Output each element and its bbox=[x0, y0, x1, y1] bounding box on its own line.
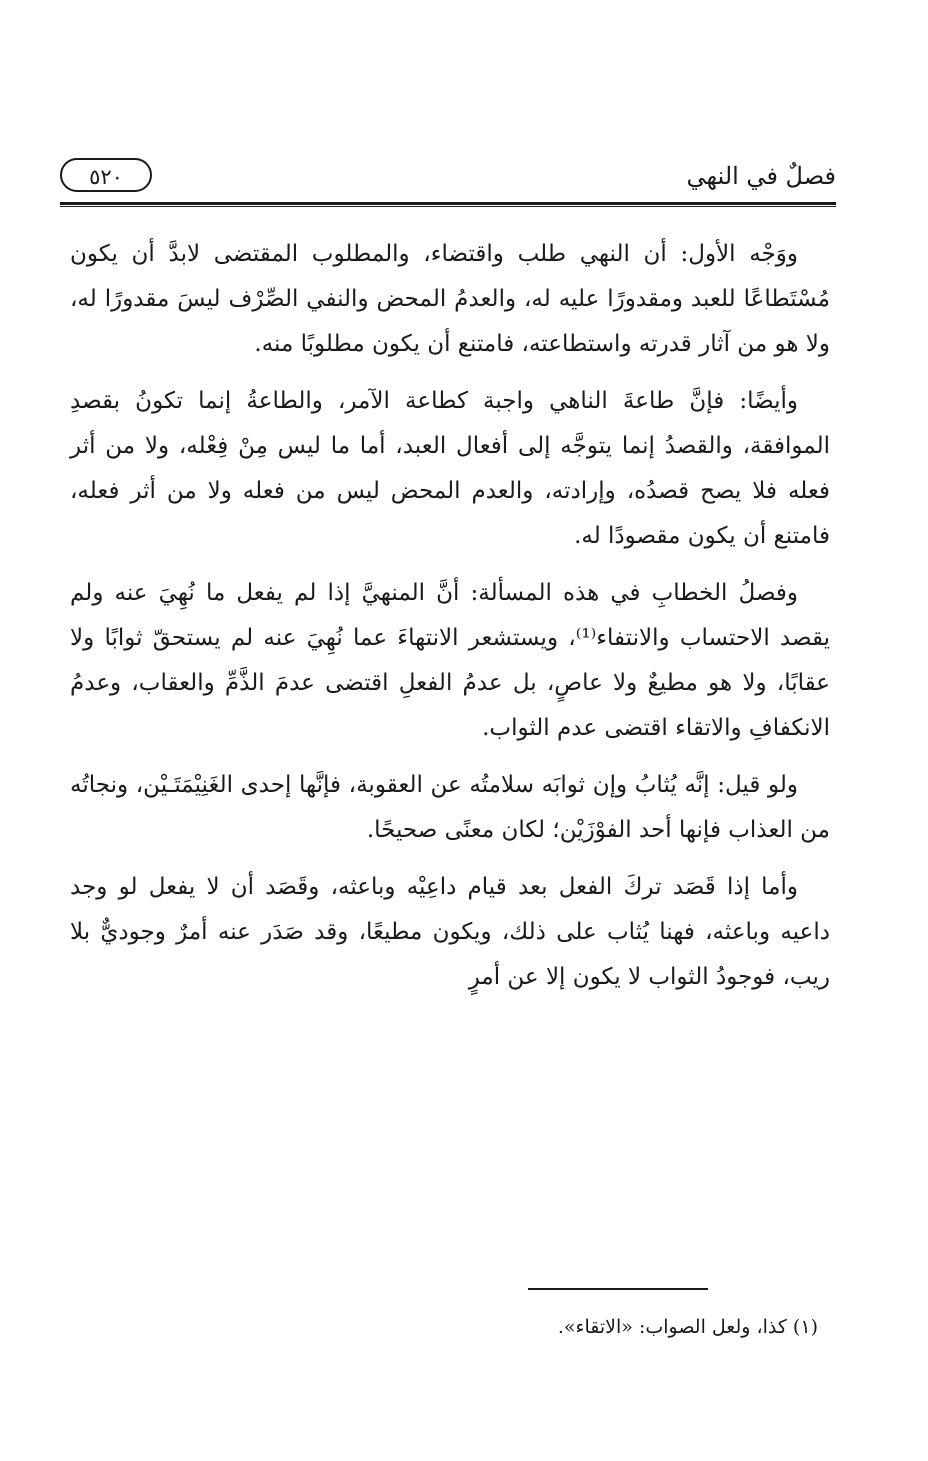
header-divider bbox=[60, 202, 836, 207]
page-number-badge: ٥٢٠ bbox=[60, 158, 152, 192]
footnote: (١) كذا، ولعل الصواب: «الاتقاء». bbox=[557, 1316, 818, 1338]
paragraph: وأما إذا قَصَد تركَ الفعل بعد قيام داعِيْه وباعثه، وقَصَد أن لا يفعل لو وجد داعيه وباعثه، فهنا يُثاب على ذلك، ويكون مطيعًا، وقد صَدَر عنه أمرٌ وجوديٌّ بلا ريب، فوجودُ الثواب لا يكون إلا عن أمرٍ bbox=[70, 874, 830, 990]
paragraph: وفصلُ الخطابِ في هذه المسألة: أنَّ المنهيَّ إذا لم يفعل ما نُهِيَ عنه ولم يقصد الاحتساب والانتفاء⁽¹⁾، ويستشعر الانتهاءَ عما نُهِيَ عنه لم يستحقّ ثوابًا ولا عقابًا، ولا هو مطيعٌ ولا عاصٍ، بل عدمُ الفعلِ اقتضى عدمَ الذَّمِّ والعقاب، وعدمُ الانكفافِ والاتقاء اقتضى عدم الثواب. bbox=[70, 580, 830, 741]
footnote-divider bbox=[528, 1288, 708, 1290]
paragraph: وأيضًا: فإنَّ طاعةَ الناهي واجبة كطاعة الآمر، والطاعةُ إنما تكونُ بقصدِ الموافقة، والقصدُ إنما يتوجَّه إلى أفعال العبد، أما ما ليس مِنْ فِعْله، ولا من أثر فعله فلا يصح قصدُه، وإرادته، والعدم المحض ليس من فعله ولا من أثر فعله، فامتنع أن يكون مقصودًا له. bbox=[70, 388, 830, 549]
paragraph: ووَجْه الأول: أن النهي طلب واقتضاء، والمطلوب المقتضى لابدَّ أن يكون مُسْتَطاعًا للعبد ومقدورًا عليه له، والعدمُ المحض والنفي الصِّرْف ليسَ مقدورًا له، ولا هو من آثار قدرته واستطاعته، فامتنع أن يكون مطلوبًا منه. bbox=[70, 241, 830, 357]
chapter-title: فصلٌ في النهي bbox=[686, 162, 836, 190]
main-text bbox=[70, 232, 830, 1012]
paragraph: ولو قيل: إنَّه يُثابُ وإن ثوابَه سلامتُه عن العقوبة، فإنَّها إحدى الغَنِيْمَتَـيْن، ونجاتُه من العذاب فإنها أحد الفوْزَيْن؛ لكان معنًى صحيحًا. bbox=[70, 772, 830, 843]
page-header bbox=[60, 158, 836, 204]
